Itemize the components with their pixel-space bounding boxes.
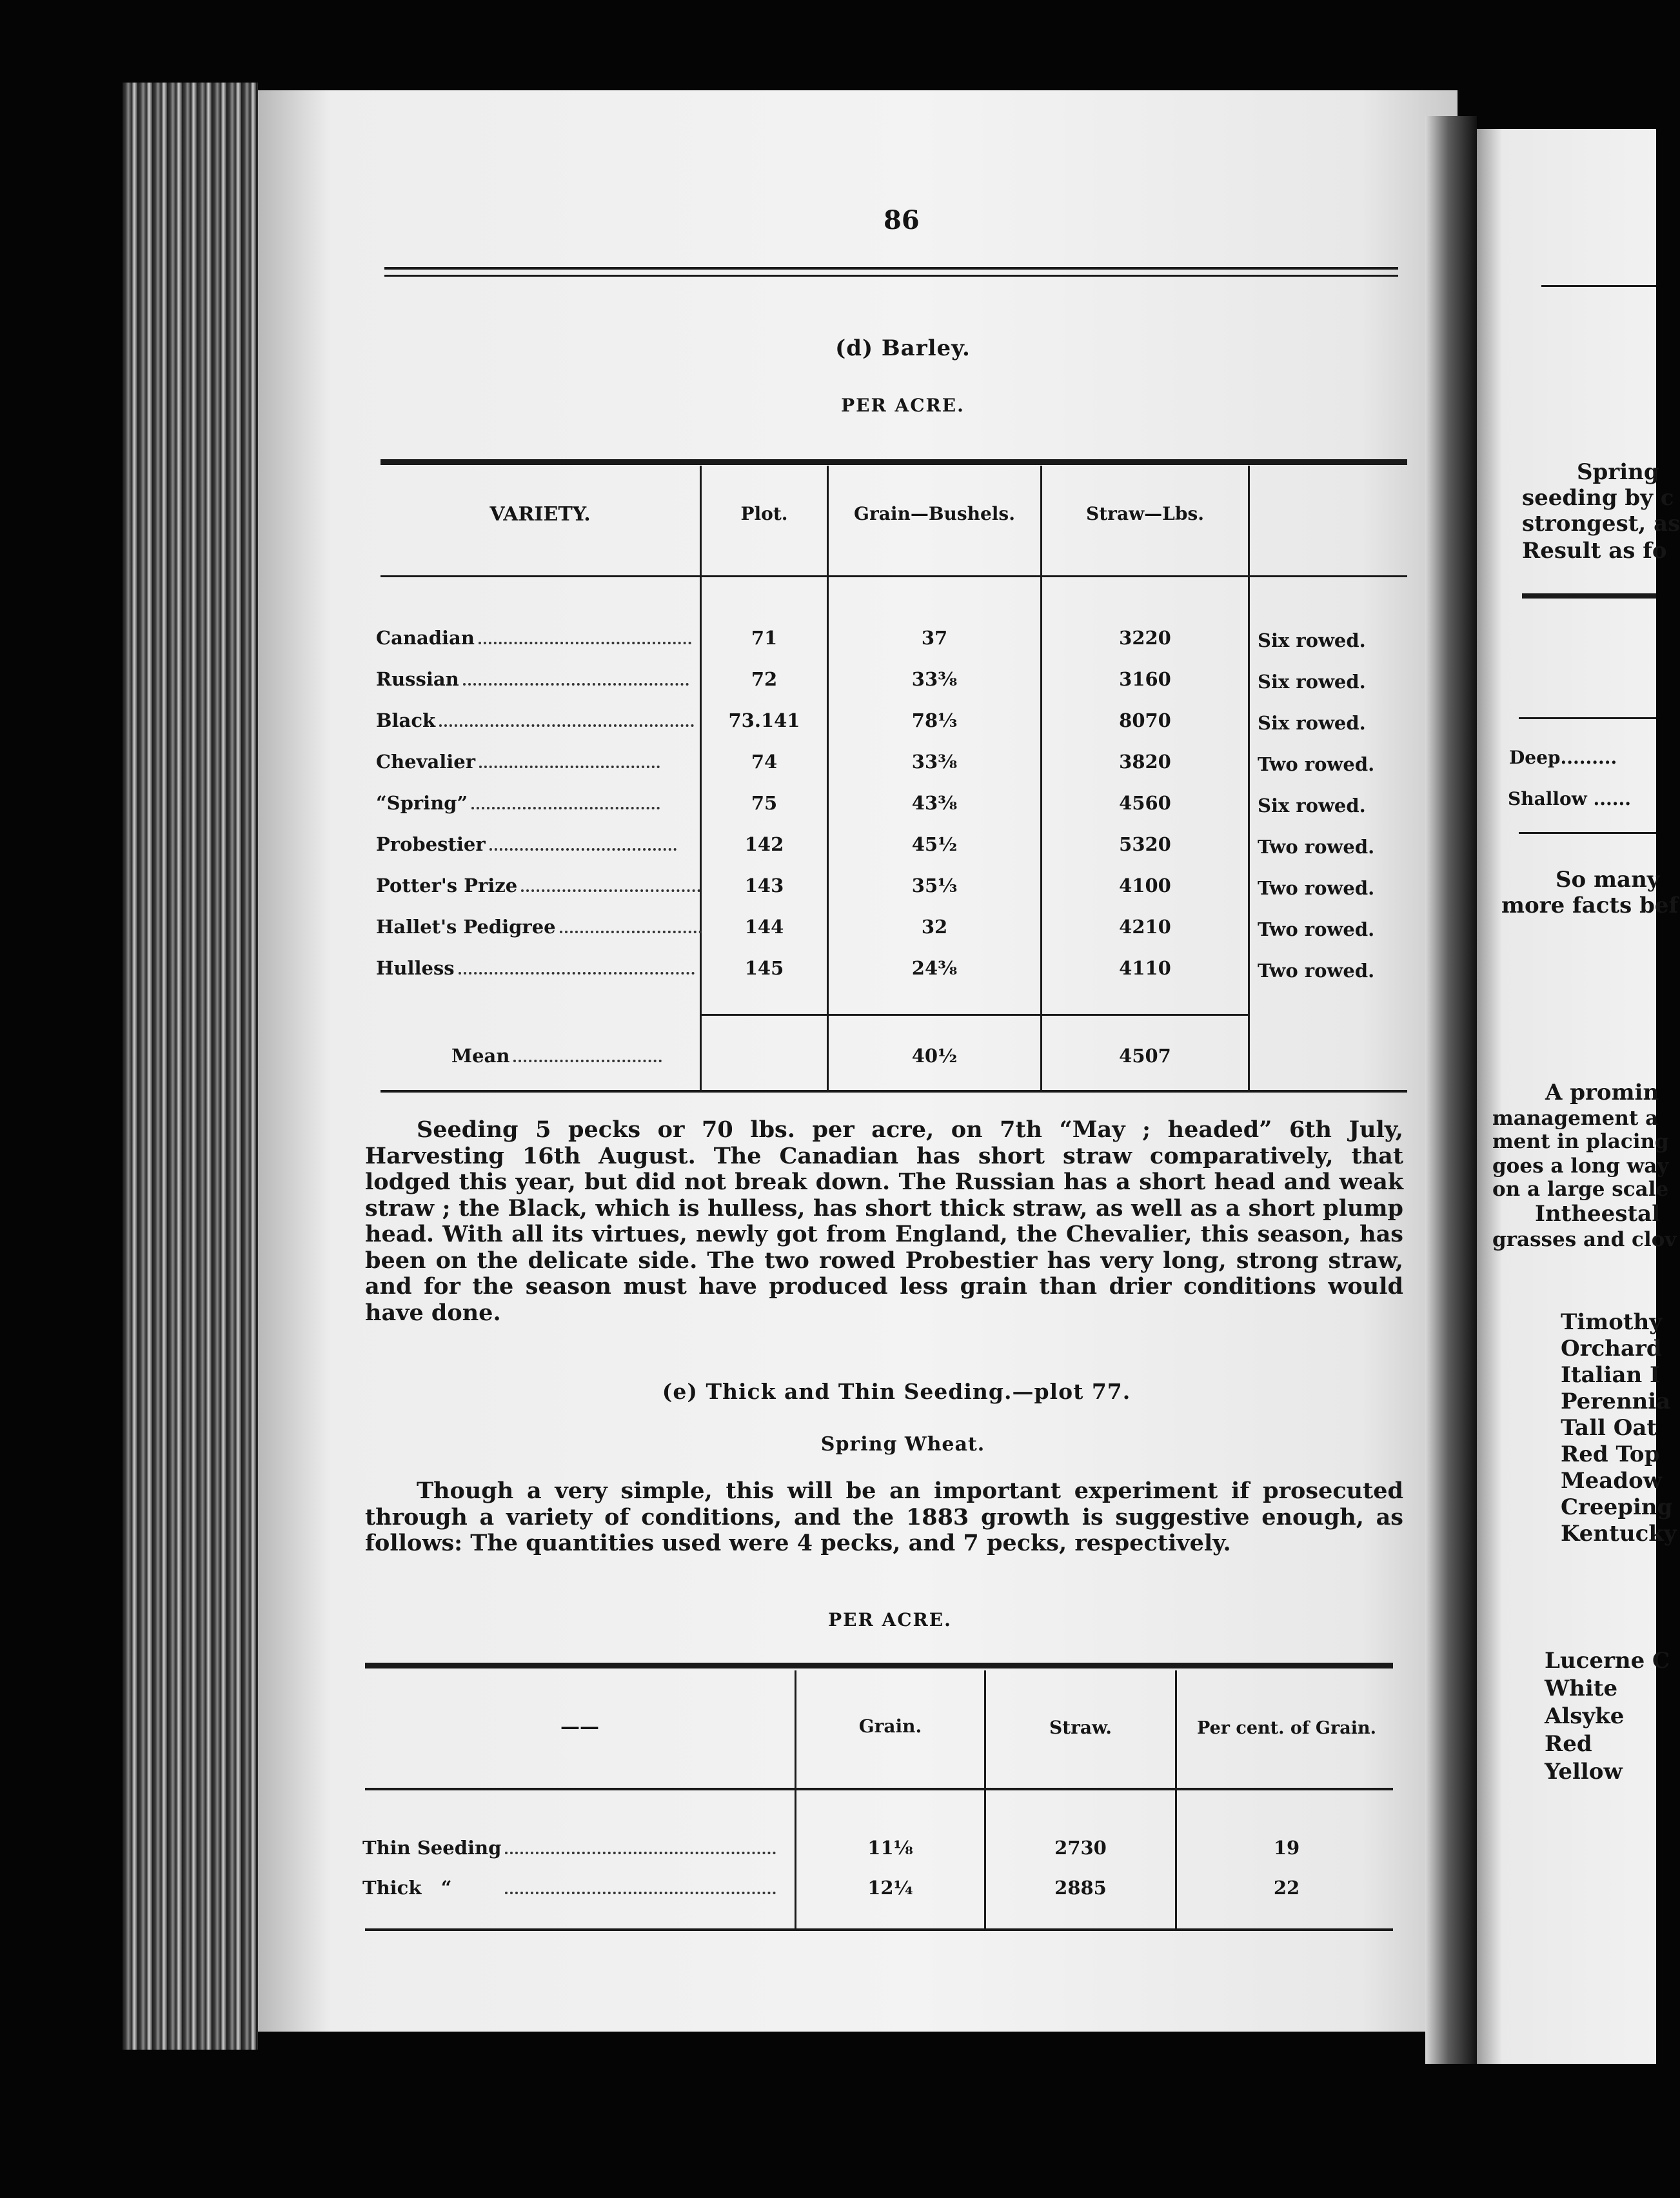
seeding-label-cell: Thick “ (362, 1877, 776, 1899)
straw-cell: 3820 (1119, 751, 1171, 773)
variety-cell: Black (376, 709, 694, 731)
col-divider (827, 466, 829, 1090)
grain-cell: 12¼ (867, 1877, 913, 1899)
straw-cell: 2885 (1054, 1877, 1107, 1899)
right-rule (1522, 593, 1656, 599)
note-cell: Six rowed. (1258, 795, 1366, 817)
clover-item: Lucerne C (1545, 1648, 1670, 1674)
col-header-blank: —— (560, 1716, 599, 1738)
book-gutter (1425, 116, 1477, 2064)
straw-cell: 4110 (1119, 957, 1171, 979)
col-header-straw: Straw. (1049, 1717, 1112, 1738)
straw-cell: 3160 (1119, 668, 1171, 690)
variety-cell: Hulless (376, 957, 695, 979)
straw-cell: 4100 (1119, 875, 1171, 896)
grain-cell: 33⅜ (911, 668, 958, 690)
grass-item: Perennia (1561, 1389, 1671, 1414)
barley-paragraph: Seeding 5 pecks or 70 lbs. per acre, on 7th “May ; headed” 6th July, Harvesting 16th August. The Canadian has short straw comparatively, that lodged this year, but did not break down. The Russian has a short head and weak straw ; the Black, which is hulless, has short thick straw, as well as a short plump head. With all its virtues, newly got from England, the Chevalier, this season, has been on the delicate side. The two rowed Probestier has very long, strong straw, and for the season must have produced less grain than drier conditions would have done. (365, 1116, 1403, 1326)
table-header-rule (365, 1788, 1393, 1790)
seeding-label-cell: Thin Seeding (362, 1837, 776, 1859)
table-bottom-rule (380, 1090, 1407, 1093)
plot-cell: 71 (751, 627, 778, 649)
right-text-line: on a large scale (1492, 1178, 1669, 1201)
table-top-rule (380, 459, 1407, 465)
plot-cell: 145 (744, 957, 784, 979)
grain-cell: 32 (921, 916, 948, 938)
col-divider (1040, 466, 1042, 1090)
grain-cell: 45½ (911, 833, 958, 855)
grass-item: Red Top (1561, 1441, 1660, 1467)
table-header-rule (380, 575, 1407, 577)
right-text-line: So many (1556, 867, 1660, 893)
grain-cell: 35⅓ (911, 875, 958, 896)
right-table-row: Deep......... (1509, 747, 1617, 768)
note-cell: Two rowed. (1258, 753, 1375, 775)
straw-cell: 2730 (1054, 1837, 1107, 1859)
percent-cell: 22 (1273, 1877, 1300, 1899)
note-cell: Six rowed. (1258, 671, 1366, 693)
plot-cell: 144 (744, 916, 784, 938)
note-cell: Two rowed. (1258, 877, 1375, 899)
note-cell: Six rowed. (1258, 629, 1366, 651)
table-bottom-rule (365, 1928, 1393, 1931)
mean-grain: 40½ (911, 1045, 958, 1067)
grass-item: Tall Oat (1561, 1415, 1657, 1441)
grain-cell: 24⅜ (911, 957, 958, 979)
variety-cell: Russian (376, 668, 689, 690)
barley-title: (d) Barley. (835, 335, 971, 361)
clover-item: Red (1545, 1731, 1592, 1757)
plot-cell: 74 (751, 751, 778, 773)
note-cell: Six rowed. (1258, 712, 1366, 734)
right-text-line: Intheestal (1535, 1201, 1661, 1227)
book-edge (123, 83, 258, 2050)
clover-item: Alsyke (1545, 1703, 1625, 1729)
plot-cell: 75 (751, 792, 778, 814)
right-text-line: more facts bef (1501, 893, 1679, 918)
header-rule (384, 267, 1398, 270)
right-rule (1519, 832, 1656, 834)
right-text-line: Result as fo (1522, 538, 1667, 564)
straw-cell: 4560 (1119, 792, 1171, 814)
col-header-variety: VARIETY. (489, 503, 591, 526)
straw-cell: 8070 (1119, 709, 1171, 731)
col-header-grain: Grain. (858, 1716, 922, 1737)
seeding-per-acre: PER ACRE. (828, 1609, 952, 1630)
mean-straw: 4507 (1119, 1045, 1171, 1067)
col-header-straw: Straw—Lbs. (1086, 503, 1204, 524)
col-header-percent: Per cent. of Grain. (1197, 1718, 1376, 1738)
mean-label: Mean (451, 1045, 662, 1067)
page-number: 86 (884, 205, 920, 235)
grass-item: Meadow (1561, 1468, 1663, 1494)
note-cell: Two rowed. (1258, 960, 1375, 982)
grain-cell: 78⅓ (911, 709, 958, 731)
grass-item: Creeping (1561, 1494, 1673, 1520)
grain-cell: 37 (921, 627, 948, 649)
grass-item: Timothy (1561, 1309, 1663, 1335)
variety-cell: Hallet's Pedigree (376, 916, 702, 938)
variety-cell: Chevalier (376, 751, 660, 773)
col-divider (700, 466, 702, 1090)
variety-cell: Canadian (376, 627, 691, 649)
col-header-grain: Grain—Bushels. (854, 503, 1015, 524)
col-divider (1248, 466, 1250, 1090)
plot-cell: 143 (744, 875, 784, 896)
right-rule (1519, 717, 1656, 719)
grass-item: Orchard (1561, 1336, 1662, 1361)
grass-item: Kentucky (1561, 1521, 1677, 1547)
straw-cell: 4210 (1119, 916, 1171, 938)
grain-cell: 33⅜ (911, 751, 958, 773)
plot-cell: 72 (751, 668, 778, 690)
right-text-line: Spring (1577, 459, 1659, 485)
variety-cell: Probestier (376, 833, 677, 855)
right-rule (1541, 285, 1656, 287)
grain-cell: 43⅜ (911, 792, 958, 814)
right-text-line: seeding by c (1522, 485, 1674, 511)
table-top-rule (365, 1663, 1393, 1668)
plot-cell: 73.141 (728, 709, 800, 731)
right-table-row: Shallow ...... (1508, 788, 1632, 809)
clover-item: Yellow (1545, 1759, 1623, 1785)
barley-per-acre: PER ACRE. (841, 395, 965, 416)
right-text-line: goes a long way (1492, 1154, 1669, 1178)
clover-item: White (1545, 1676, 1618, 1701)
grass-item: Italian I (1561, 1362, 1660, 1388)
mean-rule (700, 1014, 1248, 1016)
right-text-line: grasses and clov (1492, 1228, 1677, 1251)
right-text-line: ment in placing (1492, 1130, 1669, 1153)
straw-cell: 3220 (1119, 627, 1171, 649)
right-text-line: A promin (1545, 1080, 1659, 1105)
seeding-subtitle: Spring Wheat. (820, 1433, 985, 1456)
plot-cell: 142 (744, 833, 784, 855)
col-header-plot: Plot. (740, 503, 788, 524)
straw-cell: 5320 (1119, 833, 1171, 855)
variety-cell: “Spring” (376, 792, 660, 814)
right-text-line: management a (1492, 1107, 1659, 1130)
header-rule-2 (384, 275, 1398, 277)
right-text-line: strongest, as (1522, 511, 1680, 537)
percent-cell: 19 (1273, 1837, 1300, 1859)
grain-cell: 11⅛ (867, 1837, 913, 1859)
note-cell: Two rowed. (1258, 836, 1375, 858)
variety-cell: Potter's Prize (376, 875, 700, 896)
seeding-title: (e) Thick and Thin Seeding.—plot 77. (662, 1379, 1131, 1404)
note-cell: Two rowed. (1258, 918, 1375, 940)
seeding-paragraph: Though a very simple, this will be an important experiment if prosecuted through a variety of conditions, and the 1883 growth is suggestive enough, as follows: The quantities used were 4 pecks, and 7 pecks, respectively. (365, 1478, 1403, 1556)
